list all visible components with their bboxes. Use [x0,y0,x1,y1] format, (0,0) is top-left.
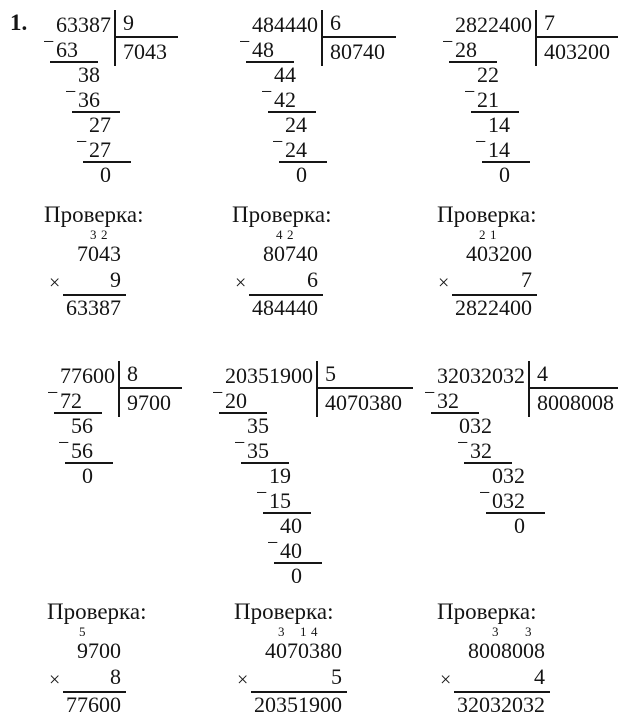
multiplier: 9 [110,267,121,292]
product: 2822400 [455,295,532,320]
step-number: 0 [291,563,302,588]
minus-sign: − [457,432,469,454]
step-number: 72 [60,388,82,413]
minus-sign: − [464,81,476,103]
divisor: 5 [325,361,336,386]
division-step [455,131,618,162]
step-number: 20 [225,388,247,413]
division-step [252,81,442,112]
product: 63387 [66,295,121,320]
minus-sign: − [47,382,59,404]
multiply-sign: × [49,669,61,691]
carry-digit: 3 [278,624,285,639]
multiplier: 5 [331,664,342,689]
quotient: 9700 [120,387,182,415]
check-block [49,624,125,721]
step-number: 48 [252,37,274,62]
dividend: 63387 [56,12,111,37]
carry-digit: 3 [90,227,97,242]
multiply-sign: × [235,272,247,294]
step-number: 56 [71,413,93,438]
divisor: 6 [330,10,341,35]
multiplier: 8 [110,664,121,689]
product: 484440 [252,295,318,320]
step-number: 22 [477,62,499,87]
minus-sign: − [475,131,487,153]
division-step [437,463,618,488]
carry-digit: 1 [490,227,497,242]
division-step [225,463,415,488]
minus-sign: − [261,81,273,103]
dividend: 2822400 [455,12,532,37]
division-step [455,162,618,187]
divisor: 9 [123,10,134,35]
multiplicand: 403200 [466,241,532,266]
product: 77600 [66,692,121,717]
divisor: 4 [537,361,548,386]
carry-digit: 2 [101,227,108,242]
division-step [424,382,618,413]
step-number: 32 [470,438,492,463]
exercise-number: 1. [10,10,28,35]
carry-digit: 4 [311,624,318,639]
division-step [437,482,618,513]
division-step [225,432,415,463]
minus-sign: − [65,81,77,103]
minus-sign: − [272,131,284,153]
minus-sign: − [239,31,251,53]
step-number: 032 [492,463,525,488]
product: 32032032 [457,692,545,717]
multiplicand: 80740 [263,241,318,266]
step-number: 032 [459,413,492,438]
step-number: 63 [56,37,78,62]
division-step [60,463,250,488]
carry-digit: 3 [492,624,499,639]
step-number: 0 [296,162,307,187]
multiplicand: 4070380 [265,638,342,663]
check-block [237,624,346,721]
step-number: 44 [274,62,296,87]
multiply-sign: × [237,669,249,691]
division-step [56,162,246,187]
division-step [56,62,246,87]
step-number: 40 [280,513,302,538]
minus-sign: − [479,482,491,504]
divisor: 8 [127,361,138,386]
quotient: 80740 [323,36,396,64]
minus-sign: − [256,482,268,504]
multiplier: 4 [534,664,545,689]
quotient: 7043 [116,36,178,64]
dividend: 484440 [252,12,318,37]
step-number: 35 [247,438,269,463]
multiplier: 7 [521,267,532,292]
multiplicand: 7043 [77,241,121,266]
division-step [437,513,618,538]
check-label: Проверка: [232,202,332,227]
minus-sign: − [234,432,246,454]
step-number: 0 [82,463,93,488]
division-step [225,482,415,513]
step-number: 19 [269,463,291,488]
division-step [455,81,618,112]
multiply-sign: × [440,669,452,691]
carry-digit: 2 [287,227,294,242]
division-step [252,62,442,87]
division-step [60,413,250,438]
division-step [56,81,246,112]
step-number: 24 [285,112,307,137]
quotient: 4070380 [318,387,413,415]
check-label: Проверка: [437,599,537,624]
division-step [225,532,415,563]
step-number: 0 [499,162,510,187]
carry-digit: 4 [276,227,283,242]
check-label: Проверка: [47,599,147,624]
divisor: 7 [544,10,555,35]
carry-digit: 3 [525,624,532,639]
step-number: 14 [488,112,510,137]
dividend: 20351900 [225,363,313,388]
carry-digit: 2 [479,227,486,242]
minus-sign: − [267,532,279,554]
multiplier: 6 [307,267,318,292]
dividend: 77600 [60,363,115,388]
division-step [225,563,415,588]
step-number: 24 [285,137,307,162]
check-block [49,227,125,324]
check-label: Проверка: [44,202,144,227]
minus-sign: − [76,131,88,153]
check-label: Проверка: [234,599,334,624]
step-number: 38 [78,62,100,87]
step-number: 27 [89,137,111,162]
multiplicand: 9700 [77,638,121,663]
division-step [225,413,415,438]
minus-sign: − [442,31,454,53]
division-step [442,31,618,62]
check-block [235,227,322,324]
division-step [455,62,618,87]
check-block [440,624,549,721]
step-number: 28 [455,37,477,62]
division-step [43,31,246,62]
quotient: 403200 [537,36,618,64]
carry-digit: 5 [79,624,86,639]
multiply-sign: × [438,272,450,294]
step-number: 35 [247,413,269,438]
multiplicand: 8008008 [468,638,545,663]
division-step [225,513,415,538]
step-number: 032 [492,488,525,513]
step-number: 0 [100,162,111,187]
multiply-sign: × [49,272,61,294]
step-number: 0 [514,513,525,538]
step-number: 14 [488,137,510,162]
division-step [239,31,442,62]
step-number: 32 [437,388,459,413]
quotient: 8008008 [530,387,618,415]
division-step [252,131,442,162]
division-step [212,382,415,413]
step-number: 56 [71,438,93,463]
carry-digit: 1 [300,624,307,639]
division-step [437,432,618,463]
product: 20351900 [254,692,342,717]
dividend: 32032032 [437,363,525,388]
minus-sign: − [424,382,436,404]
check-block [438,227,536,324]
check-label: Проверка: [437,202,537,227]
step-number: 27 [89,112,111,137]
step-number: 36 [78,87,100,112]
division-step [58,432,250,463]
step-number: 40 [280,538,302,563]
step-number: 42 [274,87,296,112]
division-step [252,162,442,187]
minus-sign: − [43,31,55,53]
minus-sign: − [212,382,224,404]
division-step [56,131,246,162]
minus-sign: − [58,432,70,454]
step-number: 15 [269,488,291,513]
step-number: 21 [477,87,499,112]
